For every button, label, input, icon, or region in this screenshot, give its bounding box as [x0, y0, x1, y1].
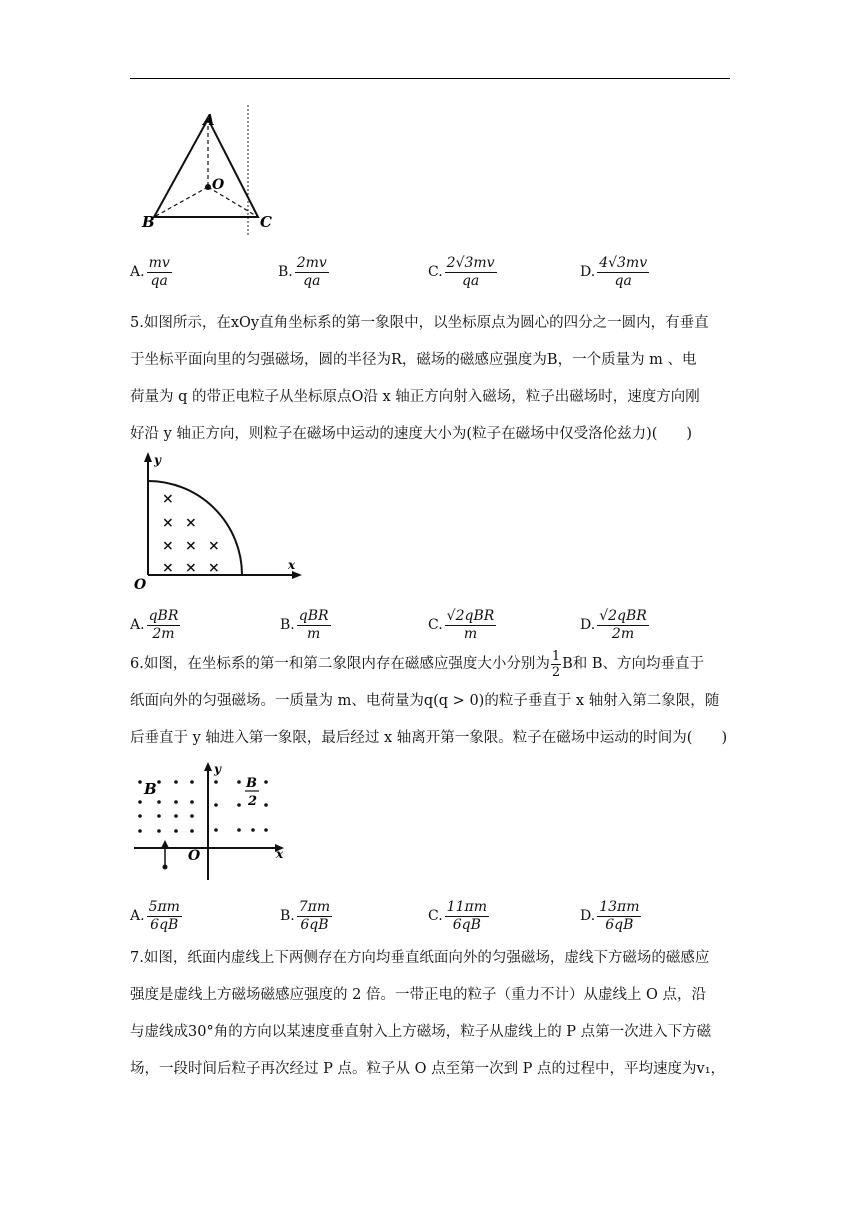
q7-line: 强度是虚线上方磁场磁感应强度的 2 倍。一带正电的粒子（重力不计）从虚线上 O 点，沿 — [130, 987, 707, 1003]
q6-line: 后垂直于 y 轴进入第一象限，最后经过 x 轴离开第一象限。粒子在磁场中运动的时间为( ) — [130, 730, 728, 746]
label-c: C — [260, 213, 272, 231]
q5-line: 5.如图所示，在xOy直角坐标系的第一象限中，以坐标原点为圆心的四分之一圆内，有垂直 — [130, 315, 709, 331]
q5-question — [130, 305, 730, 453]
half-fraction: $\frac{1}{2}$ — [551, 648, 561, 680]
svg-text:×: × — [185, 538, 197, 554]
q6-question: 6.如图，在坐标系的第一和第二象限内存在磁感应强度大小分别为 $\frac{1}{2}$ B和 B、方向均垂直于 纸面向外的匀强磁场。一质量为 m、电荷量为q(q > 0)的粒子垂直于 x 轴射入第二象限，随 后垂直于 y 轴进入第一象限，最后经过 x 轴离开第一象限。粒子在磁场中运动的时间为( ) — [130, 646, 730, 757]
svg-text:B: B — [144, 780, 157, 798]
two-field-figure — [130, 760, 290, 885]
q5-options — [130, 603, 730, 647]
svg-text:×: × — [162, 515, 174, 531]
quarter-circle-figure — [128, 450, 308, 590]
triangle-figure — [130, 105, 280, 235]
q6-option-d[interactable]: D. $\frac{13\pi m}{6qB}$ — [580, 898, 640, 933]
q5-option-d[interactable]: D. $\frac{\text{√2qBR}}{2m}$ — [580, 607, 647, 642]
svg-text:×: × — [162, 491, 174, 507]
label-o: O — [212, 177, 225, 193]
svg-text:x: x — [288, 558, 296, 572]
svg-text:×: × — [162, 538, 174, 554]
svg-text:y: y — [214, 762, 221, 776]
q4-option-d[interactable]: D. $\frac{4√3mv}{qa}$ — [580, 254, 648, 289]
svg-text:×: × — [185, 515, 197, 531]
q7-line: 场，一段时间后粒子再次经过 P 点。粒子从 O 点至第一次到 P 点的过程中，平均速度为v₁， — [130, 1061, 726, 1077]
svg-text:B: B — [246, 776, 257, 791]
svg-text:×: × — [185, 560, 197, 576]
q6-line: 纸面向外的匀强磁场。一质量为 m、电荷量为q(q > 0)的粒子垂直于 x 轴射入第二象限，随 — [130, 693, 720, 709]
q6-option-a[interactable]: A. $\frac{5\pi m}{6qB}$ — [130, 898, 180, 933]
q5-line: 好沿 y 轴正方向，则粒子在磁场中运动的速度大小为(粒子在磁场中仅受洛伦兹力)( ) — [130, 426, 693, 442]
q7-line: 与虚线成30°角的方向以某速度垂直射入上方磁场，粒子从虚线上的 P 点第一次进入下方磁 — [130, 1024, 712, 1040]
header-rule — [130, 78, 730, 79]
q5-line: 荷量为 q 的带正电粒子从坐标原点O沿 x 轴正方向射入磁场，粒子出磁场时，速度方向刚 — [130, 389, 700, 405]
q7-question — [130, 940, 730, 1088]
q4-options — [130, 250, 730, 294]
svg-text:×: × — [162, 560, 174, 576]
q4-option-c[interactable]: C. $\frac{2√3mv}{qa}$ — [428, 254, 495, 289]
label-b: B — [142, 213, 155, 231]
q6-option-b[interactable]: B. $\frac{7\pi m}{6qB}$ — [280, 898, 331, 933]
q7-line: 7.如图，纸面内虚线上下两侧存在方向均垂直纸面向外的匀强磁场，虚线下方磁场的磁感应 — [130, 950, 710, 966]
q6-options — [130, 894, 730, 938]
q4-option-a[interactable]: A. $\frac{mv}{qa}$ — [130, 254, 170, 289]
q5-option-a[interactable]: A. $\frac{\text{qBR}}{2m}$ — [130, 607, 179, 642]
q4-option-b[interactable]: B. $\frac{2mv}{qa}$ — [278, 254, 327, 289]
svg-text:O: O — [188, 848, 201, 864]
q5-line: 于坐标平面向里的匀强磁场，圆的半径为R，磁场的磁感应强度为B，一个质量为 m 、电 — [130, 352, 697, 368]
svg-text:×: × — [208, 560, 220, 576]
svg-text:×: × — [208, 538, 220, 554]
svg-text:y: y — [154, 453, 161, 467]
svg-text:O: O — [134, 577, 147, 590]
label-a: A — [203, 111, 215, 129]
svg-text:x: x — [276, 847, 284, 861]
q5-option-c[interactable]: C. $\frac{\text{√2qBR}}{m}$ — [428, 607, 495, 642]
q6-option-c[interactable]: C. $\frac{11\pi m}{6qB}$ — [428, 898, 487, 933]
svg-text:2: 2 — [248, 794, 258, 809]
q5-option-b[interactable]: B. $\frac{\text{qBR}}{m}$ — [280, 607, 329, 642]
